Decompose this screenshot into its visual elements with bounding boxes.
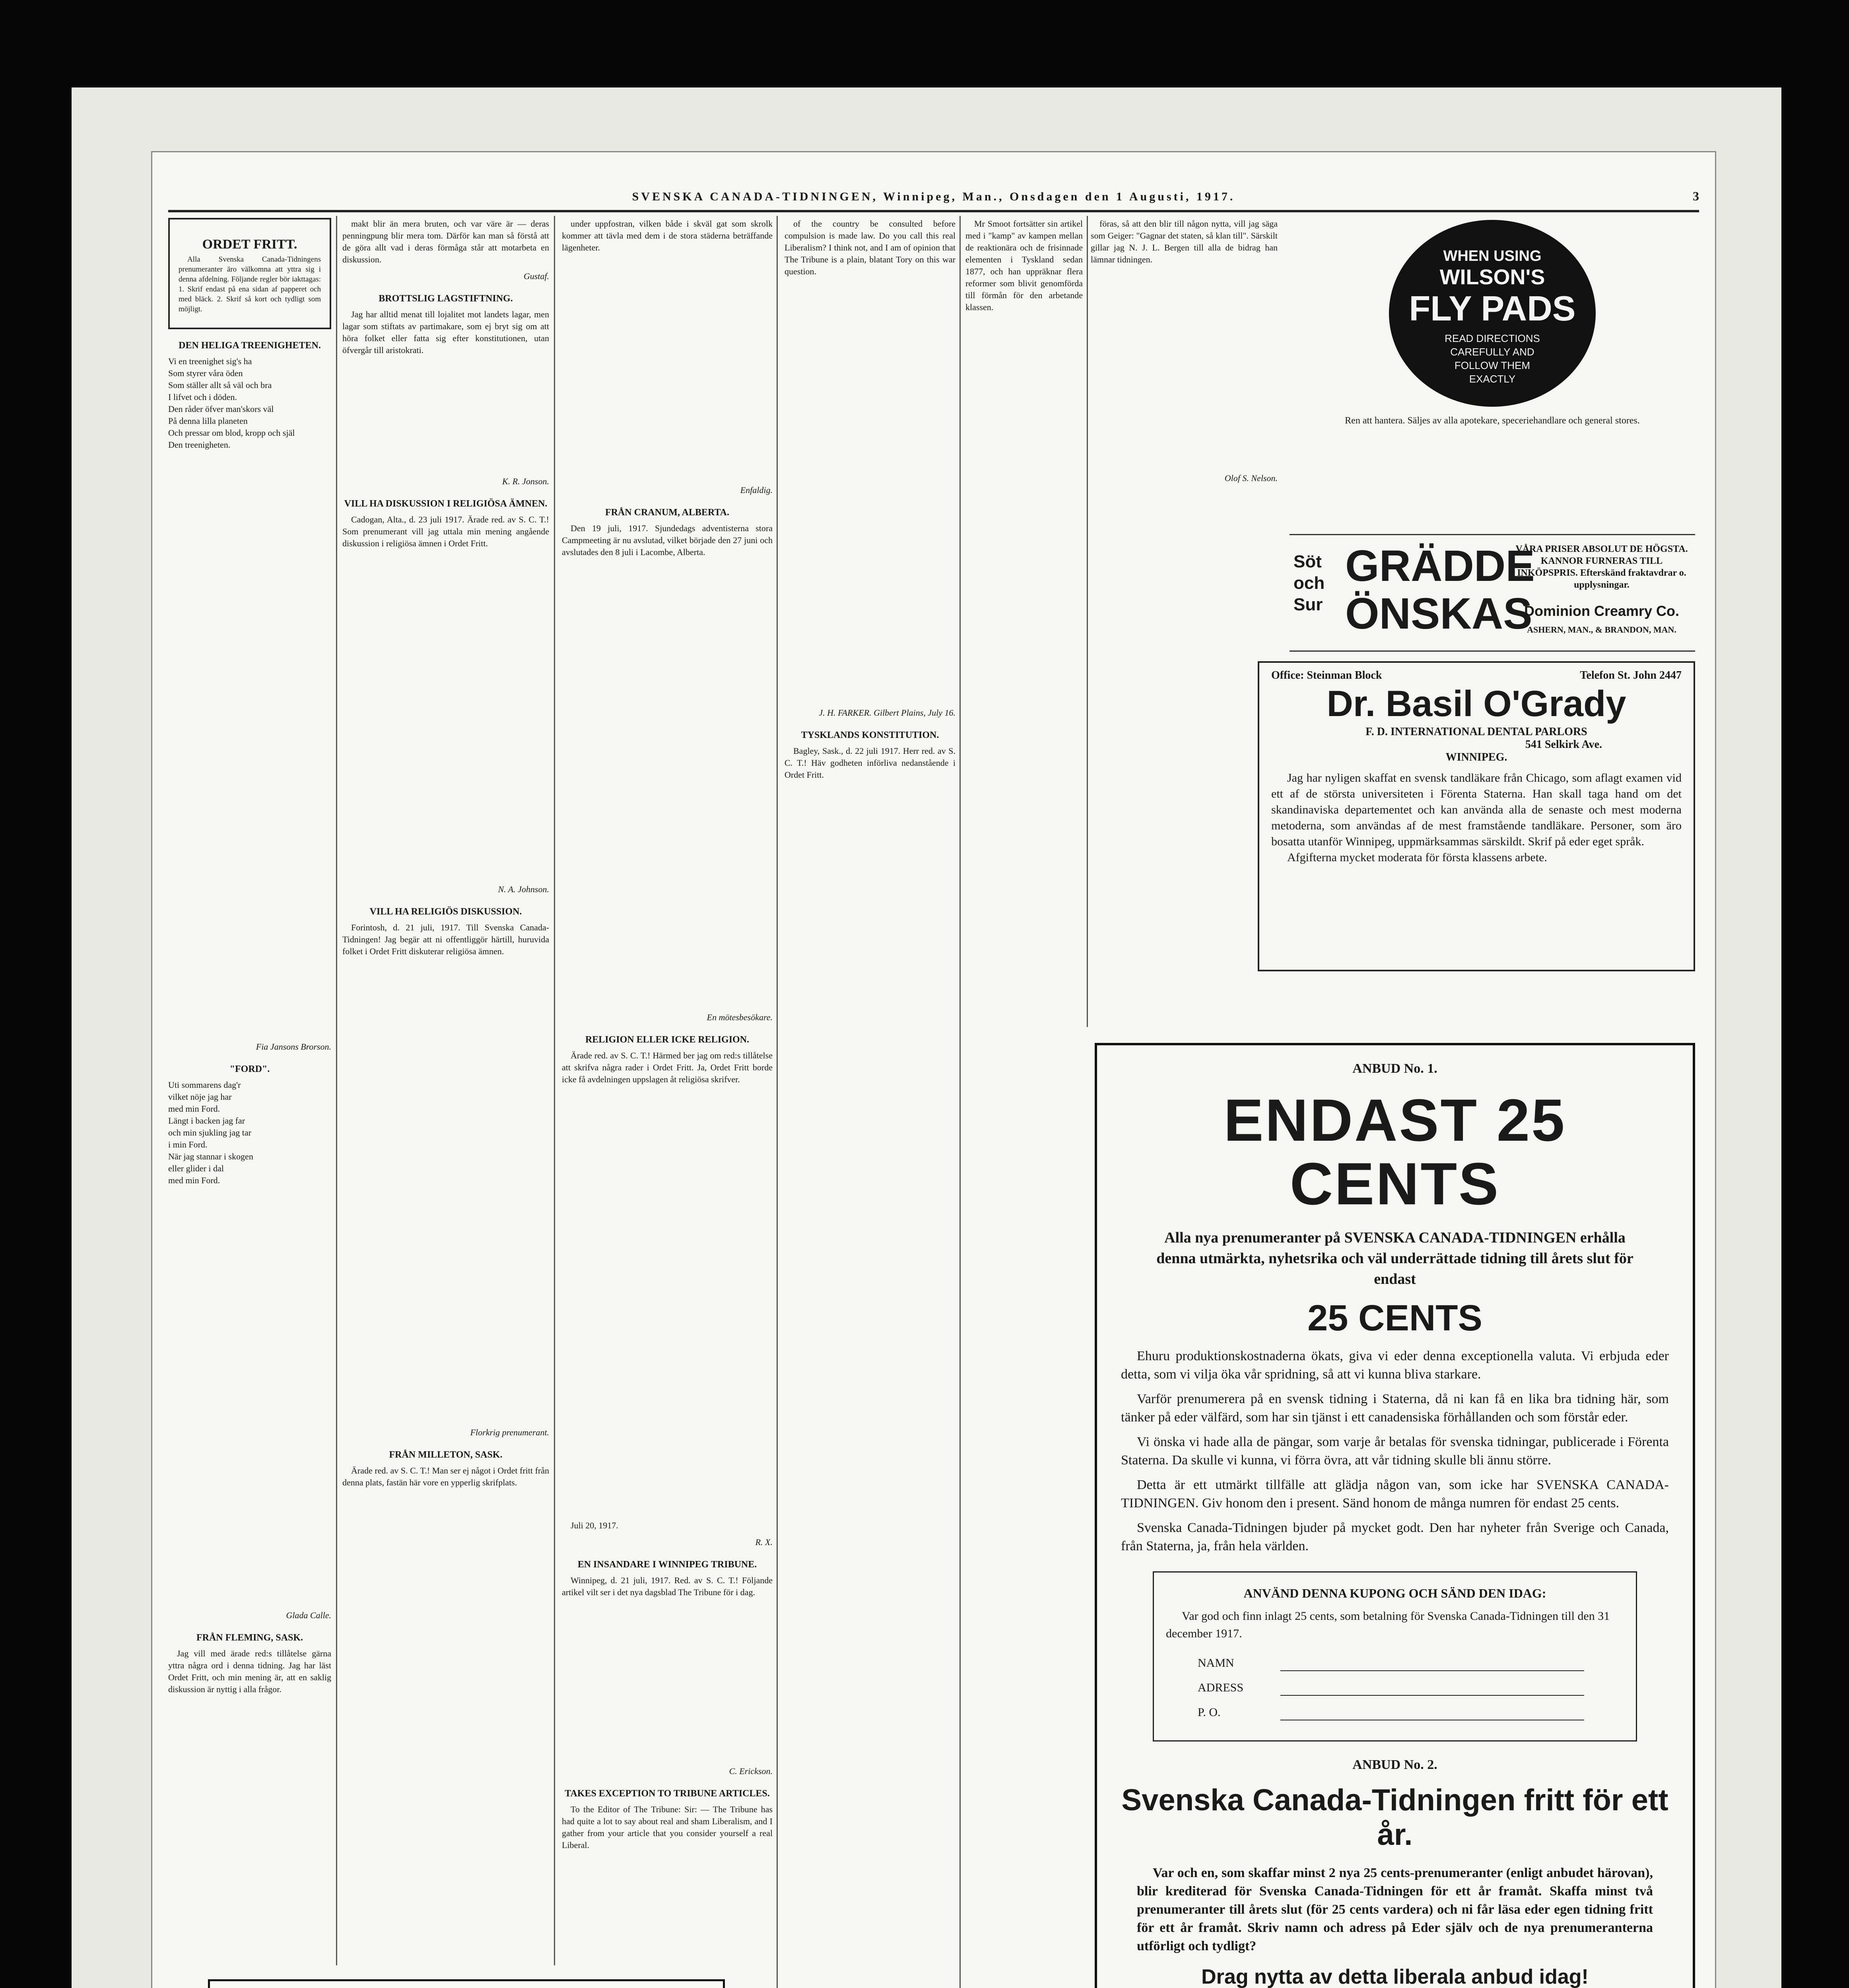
dentist-street: 541 Selkirk Ave. — [1525, 738, 1602, 751]
poem-line: Den treenigheten. — [168, 440, 231, 450]
article-text: Jag har alltid menat till lojalitet mot landets lagar, men lagar som stiftats av partimakare, som ej bryt sig om att höra folket eller fatta sig efter konstitutionen, utan öfvergår till aristokrati. — [342, 309, 549, 355]
fly-pads-when: WHEN USING — [1443, 248, 1542, 264]
coupon-text: Var god och finn inlagt 25 cents, som betalning för Svenska Canada-Tidningen till den 31 december 1917. — [1166, 1609, 1610, 1640]
dentist-name: Dr. Basil O'Grady — [1327, 683, 1626, 724]
subscription-intro: Alla nya prenumeranter på SVENSKA CANADA-TIDNINGEN erhålla denna utmärkta, nyhetsrika och väl underrättade tidning till årets slut för endast — [1156, 1229, 1633, 1287]
column-5 — [1091, 218, 1278, 568]
poem-line: På denna lilla planeten — [168, 416, 248, 426]
poem-line: i min Ford. — [168, 1140, 208, 1149]
cream-ad-onskas: ÖNSKAS — [1345, 589, 1532, 638]
column-rule — [777, 216, 778, 1988]
newspaper-page — [151, 151, 1716, 1988]
article-heading: FRÅN CRANUM, ALBERTA. — [605, 507, 730, 518]
cream-ad-gradde: GRÄDDE — [1345, 542, 1535, 590]
fly-pads-caption: Ren att hantera. Säljes av alla apotekare, speceriehandlare och general stores. — [1345, 415, 1640, 426]
column-4b — [965, 218, 1083, 1988]
poem-lines — [168, 355, 331, 451]
offer1-label: ANBUD No. 1. — [1352, 1061, 1437, 1076]
poem-title: "FORD". — [229, 1064, 270, 1074]
article-text: Bagley, Sask., d. 22 juli 1917. Herr red. av S. C. T.! Häv godheten införliva nedanstående i Ordet Fritt. — [785, 746, 956, 780]
subscription-paragraph: Svenska Canada-Tidningen bjuder på mycket godt. Den har nyheter från Sverige och Canada, från Staterna, ja, från hela världen. — [1121, 1520, 1669, 1553]
poem-line: Som styrer våra öden — [168, 368, 243, 378]
column-1 — [168, 218, 331, 1975]
article-text: To the Editor of The Tribune: Sir: — The Tribune has had quite a lot to say about real and sham Liberalism, and I gather from your article that you consider yourself a real Liberal. — [562, 1804, 773, 1850]
subscription-paragraph: Varför prenumerera på en svensk tidning i Staterna, då ni kan få en lika bra tidning här, som tänker på eder välfärd, som har sin tjänst i ett canadensiska förhållanden och som förstår eder. — [1121, 1392, 1669, 1425]
article-text: Jag vill med ärade red:s tillåtelse gärna yttra några ord i denna tidning. Jag har läst Ordet Fritt, och min mening är, att en saklig diskussion är nyttig i alla frågor. — [168, 1648, 331, 1694]
article-text: Den 19 juli, 1917. Sjundedags adventisterna stora Campmeeting är nu avslutad, vilket började den 27 juni och avslutades den 8 juli i Lacombe, Alberta. — [562, 523, 773, 557]
body-text-continued — [342, 962, 549, 1423]
column-rule — [1087, 216, 1088, 1027]
article-text: under uppfostran, vilken både i skväl gat som skrolk kommer att tävla med dem i de stora städerna beträffande lägenheter. — [562, 219, 773, 252]
dentist-ad — [1258, 661, 1695, 971]
article-heading: RELIGION ELLER ICKE RELIGION. — [585, 1035, 750, 1045]
article-text: Ärade red. av S. C. T.! Härmed ber jag om red:s tillåtelse att skrifva några rader i Ordet Fritt. Ja, Ordet Fritt borde icke få avdelningen uppslagen åt religiösa skrifver. — [562, 1050, 773, 1084]
article-text: Forintosh, d. 21 juli, 1917. Till Svenska Canada-Tidningen! Jag begär att ni offentliggör härtill, huruvida folket i Ordet Fritt diskuterar religiösa ämnen. — [342, 922, 549, 956]
body-text-continued — [168, 456, 331, 1036]
article-heading: TAKES EXCEPTION TO TRIBUNE ARTICLES. — [565, 1788, 770, 1799]
coupon-name-label: NAMN — [1198, 1656, 1234, 1670]
body-text-continued — [562, 1603, 773, 1762]
author-signature: K. R. Jonson. — [502, 476, 549, 486]
author-signature: Fia Jansons Brorson. — [256, 1042, 331, 1052]
subscription-coupon — [1153, 1571, 1637, 1741]
subscription-paragraph: Vi önska vi hade alla de pängar, som varje år betalas för svenska tidningar, publicerade i Förenta Staterna. Da skulle vi kunna, vi förra övra, att vår tidning skulle bli ännu större. — [1121, 1435, 1669, 1468]
coupon-po-row — [1198, 1704, 1624, 1721]
header-rule — [168, 210, 1699, 212]
author-signature: J. H. FARKER. Gilbert Plains, July 16. — [819, 708, 956, 718]
body-text-continued — [168, 1191, 331, 1605]
coupon-po-field[interactable] — [1280, 1706, 1584, 1720]
dentist-note: Afgifterna mycket moderata för första klassens arbete. — [1287, 851, 1547, 864]
subscription-headline: ENDAST 25 CENTS — [1224, 1087, 1566, 1217]
article-heading: BROTTSLIG LAGSTIFTNING. — [379, 293, 513, 304]
poem-line: Den råder öfver man'skors väl — [168, 404, 274, 414]
dentist-firm: F. D. INTERNATIONAL DENTAL PARLORS — [1365, 726, 1587, 738]
poem-line: med min Ford. — [168, 1104, 220, 1114]
offer2-label: ANBUD No. 2. — [1352, 1757, 1437, 1772]
author-signature: N. A. Johnson. — [498, 884, 549, 894]
coupon-name-row — [1198, 1654, 1624, 1672]
poem-title: DEN HELIGA TREENIGHETEN. — [179, 340, 321, 351]
masthead-header: SVENSKA CANADA-TIDNINGEN, Winnipeg, Man., Onsdagen den 1 Augusti, 1917. — [632, 190, 1235, 203]
cream-ad — [1290, 534, 1695, 652]
poem-line: Som ställer allt så väl och bra — [168, 380, 272, 390]
fly-pads-brand: WILSON'S — [1439, 265, 1545, 289]
body-text-continued — [562, 258, 773, 481]
body-text-continued — [562, 1090, 773, 1520]
ordet-fritt-title: ORDET FRITT. — [202, 237, 297, 252]
author-signature: R. X. — [755, 1537, 773, 1547]
article-date: Juli 20, 1917. — [571, 1520, 618, 1530]
cream-ad-address: ASHERN, MAN., & BRANDON, MAN. — [1527, 625, 1676, 635]
poem-line: När jag stannar i skogen — [168, 1151, 253, 1161]
subscription-ad — [1095, 1043, 1695, 1988]
body-text-continued — [785, 282, 956, 704]
poem-lines — [168, 1079, 331, 1186]
poem-line: med min Ford. — [168, 1175, 220, 1185]
coupon-address-field[interactable] — [1280, 1681, 1584, 1696]
author-signature: Gustaf. — [523, 271, 549, 281]
article-heading: VILL HA DISKUSSION I RELIGIÖSA ÄMNEN. — [344, 499, 548, 509]
article-text: Ärade red. av S. C. T.! Man ser ej något i Ordet fritt från denna plats, fastän här vore en ypperlig skrifplats. — [342, 1466, 549, 1487]
article-heading: FRÅN MILLETON, SASK. — [389, 1450, 503, 1460]
fly-pads-ad — [1286, 220, 1699, 530]
page-number: 3 — [1693, 189, 1699, 203]
coupon-address-row — [1198, 1679, 1624, 1697]
author-signature: Enfaldig. — [740, 485, 773, 495]
author-signature: En mötesbesökare. — [707, 1012, 773, 1022]
cream-ad-company: Dominion Creamry Co. — [1524, 603, 1680, 619]
fly-pads-emblem — [1389, 220, 1596, 407]
author-signature: Glada Calle. — [286, 1610, 331, 1620]
column-2 — [342, 218, 549, 1967]
column-3 — [562, 218, 773, 1988]
dentist-text: Jag har nyligen skaffat en svensk tandläkare från Chicago, som aflagt examen vid ett af de största universiteten i Förenta Staterna. Han skall taga hand om det skandinaviska departementet och kan använda alla de senaste och mest moderna metoderna, som användas af de mest framstående tandläkare. Personer, som äro bosatta utanför Winnipeg, uppmärksammas särskildt. Skrif på eder eget språk. — [1271, 771, 1682, 848]
author-signature: Olof S. Nelson. — [1224, 473, 1278, 483]
poem-line: och min sjukling jag tar — [168, 1128, 251, 1138]
fly-pads-directions: READ DIRECTIONS CAREFULLY AND FOLLOW THEM EXACTLY — [1445, 332, 1540, 385]
author-signature: Florkrig prenumerant. — [470, 1427, 549, 1437]
poem-line: vilket nöje jag har — [168, 1092, 232, 1102]
body-text-continued — [342, 361, 549, 472]
coupon-address-label: ADRESS — [1198, 1681, 1244, 1694]
coupon-heading: ANVÄND DENNA KUPONG OCH SÄND DEN IDAG: — [1243, 1586, 1546, 1600]
body-text-continued — [342, 554, 549, 880]
article-heading: EN INSANDARE I WINNIPEG TRIBUNE. — [577, 1559, 757, 1570]
body-text-continued — [562, 563, 773, 1008]
column-4 — [785, 218, 956, 1988]
dentist-phone: Telefon St. John 2447 — [1580, 669, 1682, 681]
ordet-fritt-box — [168, 218, 331, 329]
cream-ad-text: VÅRA PRISER ABSOLUT DE HÖGSTA. KANNOR FURNERAS TILL INKÖPSPRIS. Efterskänd fraktavdrar o. upplysningar. — [1515, 544, 1688, 590]
dentist-office: Office: Steinman Block — [1271, 669, 1382, 681]
ordet-fritt-intro: Alla Svenska Canada-Tidningens prenumeranter äro välkomna att yttra sig i denna afdelning. Följande regler bör iakttagas: 1. Skrif endast på ena sidan af papperet och med bläck. 2. Skrif så kort och tydligt som möjligt. — [179, 255, 321, 313]
coupon-po-label: P. O. — [1198, 1706, 1221, 1719]
column-rule — [336, 216, 337, 1965]
article-heading: TYSKLANDS KONSTITUTION. — [801, 730, 939, 740]
subscription-paragraph: Ehuru produktionskostnaderna ökats, giva vi eder denna exceptionella valuta. Vi erbjuda eder detta, som vi vilja öka vår spridning, så att vi kunna bliva starkare. — [1121, 1349, 1669, 1382]
article-heading: VILL HA RELIGIÖS DISKUSSION. — [369, 907, 522, 917]
subscription-paragraph: Detta är ett utmärkt tillfälle att glädja någon van, som icke har SVENSKA CANADA-TIDNINGEN. Giv honom den i present. Sänd honom de många numren för endast 25 cents. — [1121, 1477, 1669, 1510]
article-text: Winnipeg, d. 21 juli, 1917. Red. av S. C. T.! Följande artikel vilt ser i det nya dagsblad The Tribune för i dag. — [562, 1575, 773, 1597]
article-text: föras, så att den blir till någon nytta, vill jag säga som Geiger: "Gagnar det staten, så klan till". Särskilt gillar jag N. J. L. Bergen till alla de bidrag han lämnar tidningen. — [1091, 219, 1278, 264]
author-signature: C. Erickson. — [729, 1766, 773, 1776]
body-text-continued — [1091, 270, 1278, 469]
poem-line: Vi en treenighet sig's ha — [168, 356, 252, 366]
offer2-text: Var och en, som skaffar minst 2 nya 25 cents-prenumeranter (enligt anbudet härovan), blir krediterad för Svenska Canada-Tidningen för ett år framåt. Skaffa minst två prenumeranter till årets slut (för 25 cents vardera) och ni får läsa eder egen tidning fritt för ett år framåt. Skriv namn och adress på Eder själv och de nya prenumeranterna utförligt och tydligt? — [1137, 1866, 1653, 1953]
article-text: Mr Smoot fortsätter sin artikel med i "kamp" av kampen mellan de reaktionära och de frisinnade elementen i Tyskland sedan 1877, och han uppräknar flera reformer som blivit genomförda till förmån för den arbetande klassen. — [965, 219, 1083, 312]
subscription-closing: Drag nytta av detta liberala anbud idag! — [1201, 1965, 1589, 1988]
poem-line: Längt i backen jag far — [168, 1116, 245, 1126]
article-text: makt blir än mera bruten, och var väre är — deras penningpung blir mera tom. Därför kan man så förstå att de göra allt vad i deras förmåga står att motarbeta en diskussion. — [342, 219, 549, 264]
article-text: Cadogan, Alta., d. 23 juli 1917. Ärade red. av S. C. T.! Som prenumerant vill jag uttala min mening angående diskussion i religiösa ämnen i Ordet Fritt. — [342, 514, 549, 548]
dentist-ad-top — [1271, 669, 1682, 682]
fly-pads-name: FLY PADS — [1409, 289, 1576, 328]
poem-line: Uti sommarens dag'r — [168, 1080, 241, 1090]
column-rule — [959, 216, 961, 1988]
article-text: of the country be consulted before compulsion is made law. Do you call this real Liberalism? I think not, and I am of opinion that The Tribune is a plain, blatant Tory on this war question. — [785, 219, 956, 276]
dentist-city: WINNIPEG. — [1445, 751, 1507, 763]
cream-ad-sweet-sour: Söt och Sur — [1294, 552, 1325, 614]
column-rule — [554, 216, 555, 1965]
poem-line: I lifvet och i döden. — [168, 392, 237, 402]
subscription-price: 25 CENTS — [1307, 1298, 1482, 1338]
article-heading: FRÅN FLEMING, SASK. — [196, 1633, 303, 1643]
poem-line: eller glider i dal — [168, 1163, 224, 1173]
poem-line: Och pressar om blod, kropp och själ — [168, 428, 295, 438]
offer2-headline: Svenska Canada-Tidningen fritt för ett år. — [1121, 1783, 1668, 1852]
coupon-name-field[interactable] — [1280, 1657, 1584, 1671]
